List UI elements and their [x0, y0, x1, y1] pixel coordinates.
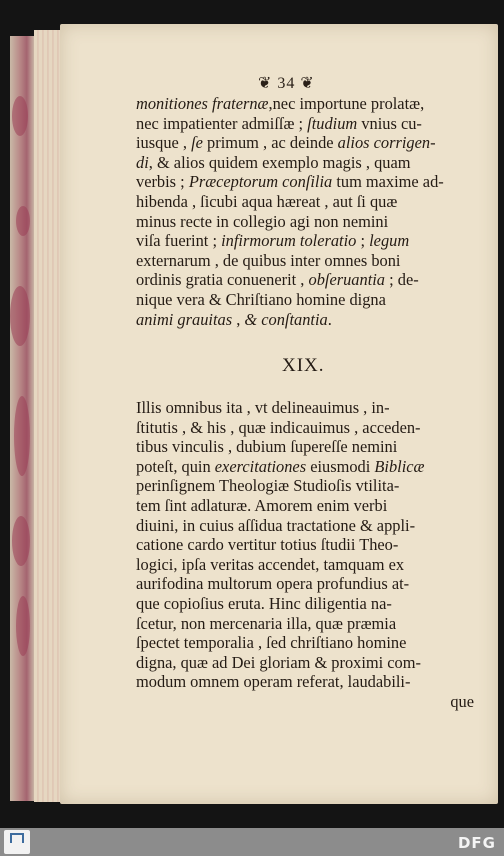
text-segment: ; — [356, 231, 370, 251]
text-segment: tum maxime ad- — [332, 172, 444, 192]
page-header — [258, 73, 315, 93]
text-line — [136, 153, 476, 173]
text-segment: obſeruantia — [308, 270, 386, 290]
text-line — [136, 310, 476, 330]
footer-bar — [0, 828, 504, 856]
text-segment: ſtitutis , & his , quæ indicauimus , acceden- — [136, 417, 421, 437]
text-segment: ; de- — [385, 270, 419, 290]
text-segment: infirmorum toleratio — [221, 231, 357, 251]
marbled-spot — [10, 286, 30, 346]
text-line — [136, 574, 476, 594]
page-number: 34 — [277, 75, 296, 92]
text-segment: que — [450, 691, 474, 711]
text-segment: logici, ipſa veritas accendet, tamquam ex — [136, 554, 405, 574]
text-line — [136, 212, 476, 232]
marbled-spot — [16, 596, 30, 656]
marbled-spot — [12, 516, 30, 566]
text-line — [136, 172, 476, 192]
text-segment: aurifodina multorum opera profundius at- — [136, 574, 410, 594]
text-segment: minus recte in collegio agi non nemini — [136, 211, 389, 231]
text-line — [136, 437, 476, 457]
text-segment: viſa fuerint ; — [136, 231, 222, 251]
text-line — [136, 476, 476, 496]
text-segment: legum — [369, 231, 410, 251]
text-line — [136, 192, 476, 212]
book-binding — [10, 36, 34, 801]
text-segment: & conſtantia — [244, 309, 328, 329]
library-logo — [4, 830, 30, 854]
text-line — [136, 251, 476, 271]
text-line — [136, 555, 476, 575]
text-segment: , — [232, 309, 245, 329]
marbled-spot — [12, 96, 28, 136]
text-segment: tem ſint adlaturæ. Amorem enim verbi — [136, 495, 388, 515]
text-segment: poteſt, quin — [136, 456, 215, 476]
text-segment: digna, quæ ad Dei gloriam & proximi com- — [136, 652, 421, 672]
text-segment: alios corrigen- — [337, 133, 436, 153]
text-line — [136, 496, 476, 516]
text-segment: ſcetur, non mercenaria illa, quæ præmia — [136, 613, 397, 633]
text-line — [136, 231, 476, 251]
text-segment: externarum , de quibus inter omnes boni — [136, 250, 401, 270]
library-logo-icon — [10, 833, 24, 843]
text-segment: Biblicæ — [374, 456, 425, 476]
section-heading: XIX. — [282, 355, 325, 376]
text-segment: perinſignem Theologiæ Studioſis vtilita- — [136, 476, 400, 496]
text-line — [136, 535, 476, 555]
text-segment: , & alios quidem exemplo magis , quam — [148, 152, 411, 172]
text-line — [136, 398, 476, 418]
text-segment: . — [327, 309, 332, 329]
text-segment: tibus vinculis , dubium ſupereſſe nemini — [136, 437, 398, 457]
text-line — [136, 692, 476, 712]
text-segment: ſtudium — [307, 113, 358, 133]
text-segment: modum omnem operam referat, laudabili- — [136, 672, 411, 692]
text-line — [136, 653, 476, 673]
section-text — [136, 398, 476, 712]
marbled-spot — [16, 206, 30, 236]
text-line — [136, 516, 476, 536]
text-segment: Illis omnibus ita , vt delineauimus , in- — [136, 398, 390, 417]
text-segment: hibenda , ſicubi aqua hæreat , aut ſi quæ — [136, 191, 398, 211]
text-line — [136, 672, 476, 692]
dfg-logo: DFG — [457, 834, 496, 852]
text-segment: ſe — [191, 133, 203, 153]
text-segment: eiusmodi — [306, 456, 375, 476]
text-segment: Præceptorum conſilia — [188, 172, 333, 192]
text-segment: exercitationes — [214, 456, 307, 476]
text-segment: diuini, in cuius aſſidua tractatione & appli- — [136, 515, 416, 535]
text-line — [136, 94, 476, 114]
text-segment: que copioſius eruta. Hinc diligentia na- — [136, 593, 392, 613]
text-line — [136, 114, 476, 134]
text-line — [136, 614, 476, 634]
text-segment: ,nec importune prolatæ, — [268, 94, 425, 113]
text-segment: animi grauitas — [136, 309, 233, 329]
text-segment: iusque , — [136, 133, 192, 153]
body-text — [136, 94, 476, 329]
text-segment: ſpectet temporalia , ſed chriſtiano homine — [136, 633, 407, 653]
ornament-right: ❦ — [300, 75, 315, 92]
text-line — [136, 290, 476, 310]
text-segment: primum , ac deinde — [202, 133, 338, 153]
text-segment: ordinis gratia conuenerit , — [136, 270, 309, 290]
ornament-left: ❦ — [258, 75, 273, 92]
text-line — [136, 594, 476, 614]
text-segment: monitiones fraternæ — [136, 94, 269, 113]
text-line — [136, 633, 476, 653]
text-segment: vnius cu- — [357, 113, 422, 133]
text-line — [136, 133, 476, 153]
text-segment: verbis ; — [136, 172, 189, 192]
text-line — [136, 457, 476, 477]
text-line — [136, 418, 476, 438]
text-segment: catione cardo vertitur totius ſtudii Theo- — [136, 535, 399, 555]
text-line — [136, 270, 476, 290]
marbled-spot — [14, 396, 30, 476]
text-segment: di — [136, 152, 149, 172]
text-segment: nique vera & Chriſtiano homine digna — [136, 289, 386, 309]
text-segment: nec impatienter admiſſæ ; — [136, 113, 308, 133]
